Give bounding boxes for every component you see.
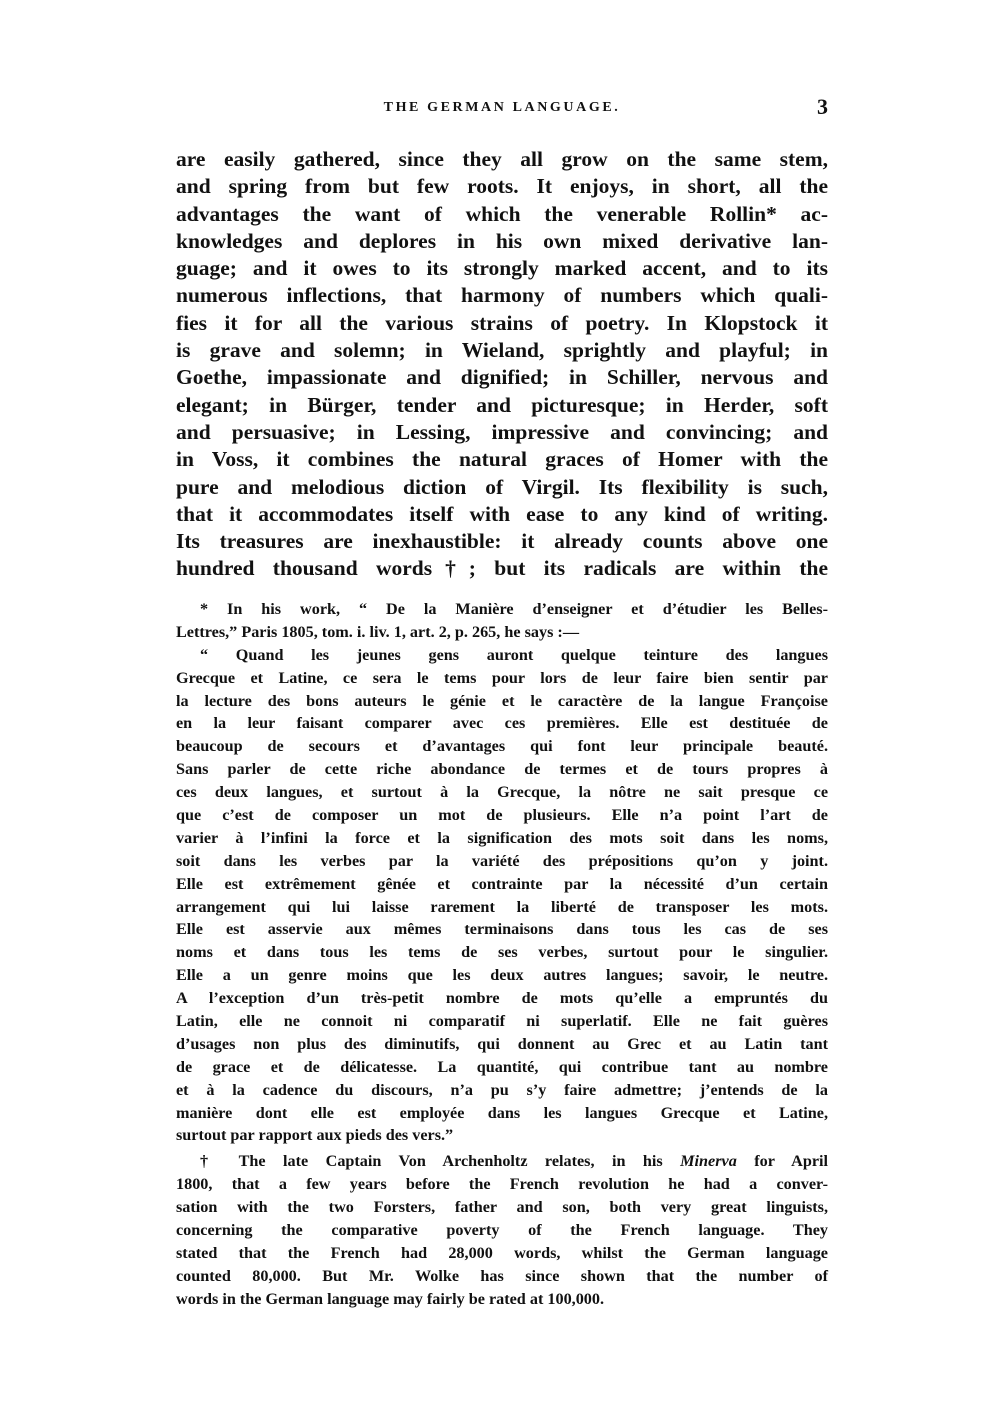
quote-line: manière dont elle est employée dans les langues Grecque et Latine, (176, 1103, 828, 1122)
quote-line: “ Quand les jeunes gens auront quelque teinture des langues (200, 645, 828, 664)
footnote-quote (176, 644, 828, 1148)
quote-line: Elle a un genre moins que les deux autres langues; savoir, le neutre. (176, 966, 828, 985)
text-line: numerous inflections, that harmony of numbers which quali- (176, 283, 828, 308)
text-line: fies it for all the various strains of poetry. In Klopstock it (176, 310, 828, 335)
text-line: elegant; in Bürger, tender and picturesque; in Herder, soft (176, 392, 828, 417)
quote-line: Latin, elle ne connoit ni comparatif ni superlatif. Elle ne fait guères (176, 1012, 828, 1031)
main-text (176, 146, 828, 583)
quote-line: Sans parler de cette riche abondance de termes et de tours propres à (176, 760, 828, 779)
quote-line: en la leur faisant comparer avec ces premières. Elle est destituée de (176, 714, 828, 733)
quote-line: Elle est extrêmement gênée et contrainte par la nécessité d’un certain (176, 874, 828, 893)
text-line: hundred thousand words†; but its radicals are within the (176, 556, 828, 581)
quote-line: Grecque et Latine, ce sera le tems pour lors de leur faire bien sentir par (176, 668, 828, 687)
footnote-rollin (176, 598, 828, 1147)
text-line: knowledges and deplores in his own mixed derivative lan- (176, 228, 828, 253)
quote-line: surtout par rapport aux pieds des vers.” (176, 1126, 454, 1145)
footnote-line: sation with the two Forsters, father and son, both very great linguists, (176, 1198, 828, 1217)
text-line: Goethe, impassionate and dignified; in Schiller, nervous and (176, 365, 828, 390)
text-line: are easily gathered, since they all grow on the same stem, (176, 147, 828, 171)
text-line: Its treasures are inexhaustible: it already counts above one (176, 529, 828, 554)
quote-line: arrangement qui lui laisse rarement la liberté de transposer les mots. (176, 897, 828, 916)
quote-line: ces deux langues, et surtout à la Grecque, la nôtre ne sait presque ce (176, 783, 828, 802)
quote-line: et à la cadence du discours, n’a pu s’y faire admettre; j’entends de la (176, 1080, 828, 1099)
footnote-line: concerning the comparative poverty of the French language. They (176, 1221, 828, 1240)
text-line: pure and melodious diction of Virgil. Its flexibility is such, (176, 474, 828, 499)
page-number: 3 (817, 94, 828, 119)
quote-line: soit dans les verbes par la variété des prépositions qu’on y joint. (176, 851, 828, 870)
journal-title-minerva: Minerva (680, 1152, 737, 1171)
quote-line: de grace et de délicatesse. La quantité, qui contribue tant au nombre (176, 1057, 828, 1076)
quote-line: A l’exception d’un très-petit nombre de mots qu’elle a empruntés du (176, 989, 828, 1008)
text-line: and spring from but few roots. It enjoys, in short, all the (176, 174, 828, 199)
footnote-text: for April (736, 1152, 828, 1171)
text-line: that it accommodates itself with ease to any kind of writing. (176, 501, 828, 526)
quote-line: la lecture des bons auteurs le génie et le caractère de la langue Françoise (176, 691, 828, 710)
footnote-text: † The late Captain Von Archenholtz relates, in his (200, 1152, 681, 1171)
footnote-line: stated that the French had 28,000 words, whilst the German language (176, 1243, 828, 1262)
text-line: in Voss, it combines the natural graces of Homer with the (176, 447, 828, 472)
quote-line: varier à l’infini la force et la signification des mots soit dans les noms, (176, 828, 828, 847)
quote-line: noms et dans tous les tems de ses verbes, surtout pour le singulier. (176, 943, 828, 962)
quote-line: Elle est asservie aux mêmes terminaisons dans tous les cas de ses (176, 920, 828, 939)
footnote-line: Lettres,” Paris 1805, tom. i. liv. 1, art. 2, p. 265, he says :— (176, 622, 580, 641)
text-line: is grave and solemn; in Wieland, sprightly and playful; in (176, 338, 828, 363)
quote-line: beaucoup de secours et d’avantages qui font leur principale beauté. (176, 737, 828, 756)
running-head (176, 94, 828, 120)
footnote-line: * In his work, “ De la Manière d’enseigner et d’étudier les Belles- (200, 600, 828, 618)
text-line: guage; and it owes to its strongly marked accent, and to its (176, 256, 828, 281)
running-title: THE GERMAN LANGUAGE. (383, 100, 621, 115)
quote-line: que c’est de composer un mot de plusieurs. Elle n’a point l’art de (176, 806, 828, 825)
footnotes (176, 598, 828, 1311)
footnote-line: 1800, that a few years before the French revolution he had a conver- (176, 1175, 828, 1194)
quote-line: d’usages non plus des diminutifs, qui donnent au Grec et au Latin tant (176, 1034, 828, 1053)
footnote-line (176, 1150, 828, 1173)
footnote-line: counted 80,000. But Mr. Wolke has since shown that the number of (176, 1266, 828, 1285)
text-line: advantages the want of which the venerable Rollin* ac- (176, 201, 828, 226)
footnote-line: words in the German language may fairly be rated at 100,000. (176, 1289, 605, 1308)
text-line: and persuasive; in Lessing, impressive and convincing; and (176, 419, 828, 444)
footnote-archenholtz (176, 1150, 828, 1310)
